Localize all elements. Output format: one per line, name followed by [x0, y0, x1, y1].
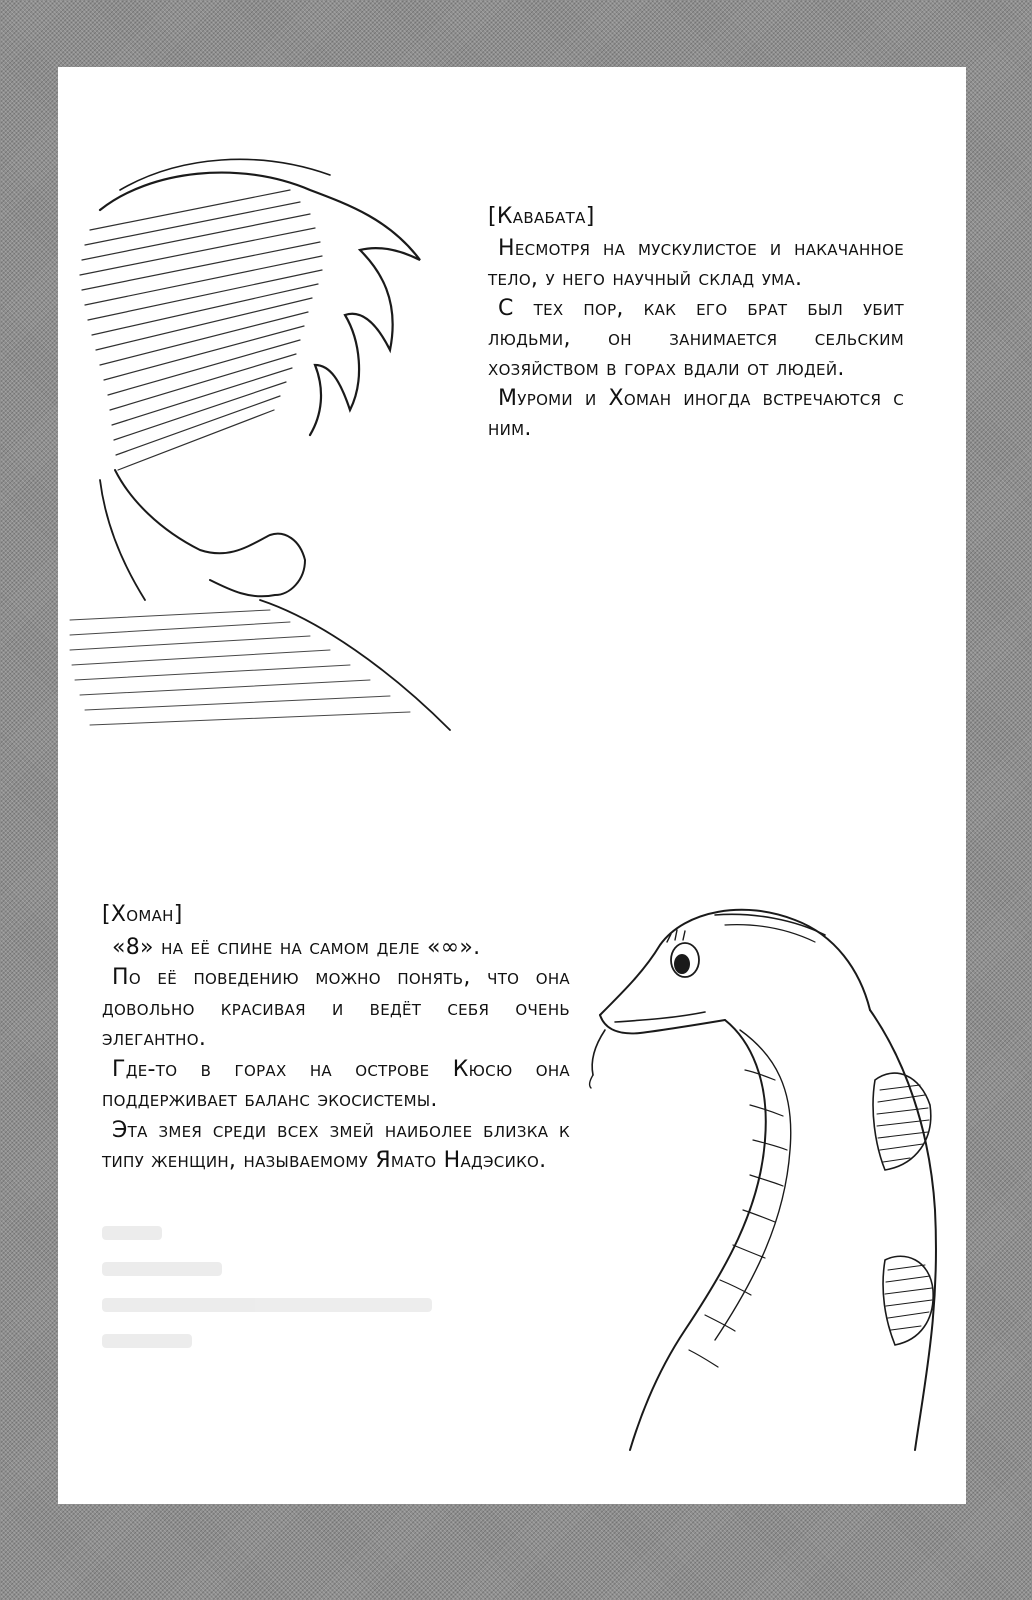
kawabata-paragraph: Несмотря на мускулистое и накачанное тело, у него научный склад ума.	[488, 236, 904, 291]
homan-title: [Хоман]	[102, 902, 183, 927]
homan-snake-sketch	[585, 890, 955, 1460]
kawabata-sketch	[60, 150, 480, 740]
homan-paragraph: По её поведению можно понять, что она довольно красивая и ведёт себя очень элегантно.	[102, 965, 570, 1051]
homan-description	[102, 900, 570, 1177]
homan-paragraph: Где-то в горах на острове Кюсю она поддерживает баланс экосистемы.	[102, 1056, 570, 1112]
homan-paragraph: Эта змея среди всех змей наиболее близка к типу женщин, называемому Ямато Надэсико.	[102, 1117, 570, 1173]
bleed-through-marks	[102, 1226, 452, 1446]
kawabata-paragraph: Муроми и Хоман иногда встречаются с ним.	[488, 386, 904, 441]
kawabata-title: [Кавабата]	[488, 204, 595, 229]
kawabata-paragraph: С тех пор, как его брат был убит людьми, он занимается сельским хозяйством в горах вдали от людей.	[488, 296, 904, 381]
homan-paragraph: «8» на её спине на самом деле «∞».	[112, 934, 481, 960]
kawabata-description	[488, 202, 904, 444]
